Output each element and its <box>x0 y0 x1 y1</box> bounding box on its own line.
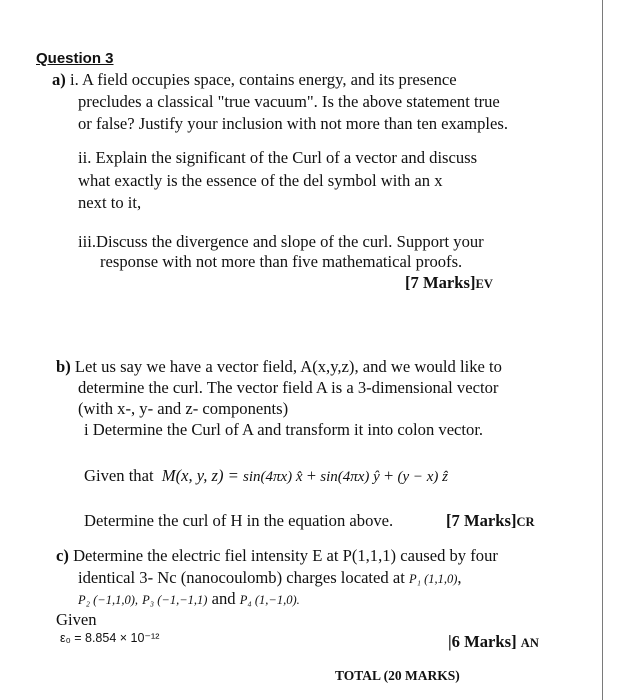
point-p4: P₄ (1,−1,0). <box>239 593 300 607</box>
part-b-label: b) <box>56 357 71 376</box>
part-c-line-3 <box>78 589 300 610</box>
item-iii-number: iii. <box>78 232 96 251</box>
part-a-marks <box>405 273 493 294</box>
item-ii-line-2: what exactly is the essence of the del symbol with an x <box>78 171 443 190</box>
part-c-marks-value: |6 Marks] <box>448 632 517 651</box>
part-a-marks-code: EV <box>475 277 493 291</box>
equation-plus-1: + <box>302 466 321 485</box>
item-i-line-3: or false? Justify your inclusion with not more than ten examples. <box>78 114 508 133</box>
part-c-text-2: identical 3- Nc (nanocoulomb) charges located at <box>78 568 405 587</box>
page-edge-line <box>602 0 603 700</box>
part-b-marks-value: [7 Marks] <box>446 511 517 530</box>
item-iii-line-1: Discuss the divergence and slope of the curl. Support your <box>95 232 484 251</box>
part-a-item-iii <box>78 232 484 252</box>
item-i-line-2: precludes a classical "true vacuum". Is the above statement true <box>78 92 500 111</box>
equation-term-1: sin(4πx) x̂ <box>243 469 303 485</box>
part-b-determine-line: Determine the curl of H in the equation above. <box>84 511 394 530</box>
item-iii-line-2: response with not more than five mathematical proofs. <box>100 252 463 271</box>
equation-term-3: (y − x) ẑ <box>397 469 448 485</box>
part-b-line-1 <box>56 357 502 377</box>
question-title: Question 3 <box>36 50 114 67</box>
part-c-line-2 <box>78 568 462 589</box>
item-ii-number: ii. <box>78 148 92 167</box>
epsilon-constant: ε₀ = 8.854 × 10⁻¹² <box>60 631 160 645</box>
part-b-text-1: Let us say we have a vector field, A(x,y,z), and we would like to <box>74 357 502 376</box>
part-b-marks <box>446 511 535 532</box>
item-i-line-1: A field occupies space, contains energy, and its presence <box>81 70 457 89</box>
point-p3: P₃ (−1,−1,1) <box>142 593 208 607</box>
point-p1: P₁ (1,1,0) <box>408 572 458 586</box>
part-a-label: a) <box>52 70 66 89</box>
item-i-number: i. <box>69 70 79 89</box>
and-word: and <box>211 589 236 608</box>
part-a-marks-value: [7 Marks] <box>405 273 476 292</box>
part-c-line-1 <box>56 546 498 566</box>
part-c-label: c) <box>56 546 69 565</box>
part-c-text-1: Determine the electric fiel intensity E at P(1,1,1) caused by four <box>73 546 498 565</box>
total-marks: TOTAL (20 MARKS) <box>335 668 460 683</box>
part-b-line-2: determine the curl. The vector field A is a 3-dimensional vector <box>78 378 499 397</box>
point-p2: P₂ (−1,1,0), <box>78 593 138 607</box>
part-b-marks-code: CR <box>516 515 535 529</box>
part-c-marks <box>448 632 539 653</box>
equation-lhs: M(x, y, z) = <box>161 466 243 485</box>
item-ii-line-3: next to it, <box>78 193 142 212</box>
part-b-given-line <box>84 466 448 487</box>
item-ii-line-1: Explain the significant of the Curl of a vector and discuss <box>95 148 478 167</box>
part-a-item-i <box>52 70 457 90</box>
part-a-item-ii <box>78 148 477 168</box>
part-c-given: Given <box>56 610 97 629</box>
equation-plus-2: + <box>379 466 398 485</box>
equation-term-2: sin(4πx) ŷ <box>320 469 380 485</box>
part-c-marks-code: AN <box>520 636 539 650</box>
part-b-line-4: i Determine the Curl of A and transform it into colon vector. <box>84 420 484 439</box>
part-b-line-3: (with x-, y- and z- components) <box>78 399 289 418</box>
part-c-comma: , <box>457 568 462 587</box>
given-that-label: Given that <box>84 466 154 485</box>
